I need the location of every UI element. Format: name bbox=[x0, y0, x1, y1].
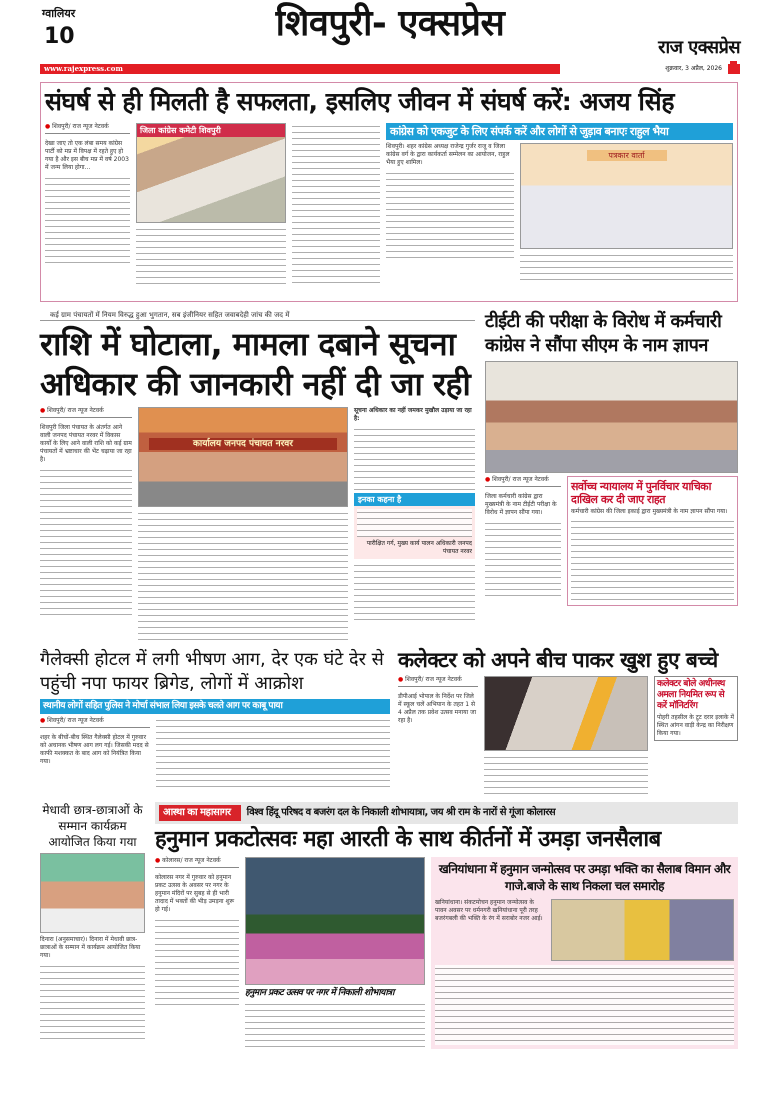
red-bar-end bbox=[730, 61, 737, 74]
subhead: सूचना अधिकार का नहीं जमकर मुखौल उड़ाया जा रहा है: bbox=[354, 407, 472, 422]
city-label: ग्वालियर bbox=[42, 7, 76, 20]
headline: संघर्ष से ही मिलती है सफलता, इसलिए जीवन में संघर्ष करें: अजय सिंह bbox=[45, 87, 674, 116]
box-headline: कलेक्टर बोले अधीनस्थ अमला नियमित रूप से करें मॉनिटरिंग bbox=[657, 679, 725, 711]
article-body-col-2 bbox=[354, 562, 475, 622]
article-body-lines bbox=[155, 917, 239, 1007]
date: शुक्रवार, 3 अप्रैल, 2026 bbox=[560, 64, 728, 74]
article-body bbox=[40, 936, 145, 960]
hanuman-story bbox=[155, 802, 738, 1051]
khaniyadhana-box bbox=[431, 857, 738, 1049]
headline: राशि में घोटाला, मामला दबाने सूचना अधिकार की जानकारी नहीं दी जा रही bbox=[40, 325, 471, 403]
event-photo bbox=[136, 123, 286, 223]
box-headline: सर्वोच्च न्यायालय में पुनर्विचार याचिका दाखिल कर दी जाए राहत bbox=[571, 480, 711, 507]
article-body-lines bbox=[40, 467, 132, 617]
supreme-court-box bbox=[567, 476, 738, 606]
monitoring-box bbox=[654, 676, 738, 740]
story2-body-lines bbox=[386, 170, 514, 260]
section-four bbox=[40, 802, 738, 1059]
article-body-col bbox=[292, 123, 380, 283]
quote-name: पारीक्षित गर्ग, मुख्य कार्य पालन अधिकारी जनपद पंचायत नरवर bbox=[366, 540, 472, 555]
body-text: जिला कर्मचारी कांग्रेस द्वारा मुख्यमंत्री के नाम टीईटी परीक्षा के विरोध में ज्ञापन सौंपा गया। bbox=[485, 493, 557, 516]
headline: गैलेक्सी होटल में लगी भीषण आग, देर एक घंटे देर से पहुंची नपा फायर ब्रिगेड, लोगों में आक्रोश bbox=[40, 649, 384, 694]
website-link[interactable]: www.rajexpress.com bbox=[44, 64, 123, 73]
byline: ● शिवपुरी/ राज न्यूज नेटवर्क bbox=[40, 717, 150, 728]
office-photo bbox=[138, 407, 348, 507]
collector-story bbox=[398, 648, 738, 794]
body-text: डीपीआई भोपाल के निर्देश पर जिले में स्कूल चलें अभियान के तहत 1 से 4 अप्रैल तक प्रवेश उत्सव मनाया जा रहा है। bbox=[398, 693, 477, 725]
article-body-cols bbox=[136, 226, 286, 284]
article-body-cols bbox=[484, 754, 648, 794]
photo-caption: हनुमान प्रकट उत्सव पर नगर में निकाली शोभायात्रा bbox=[245, 987, 394, 998]
students-photo bbox=[40, 853, 145, 933]
article-body bbox=[40, 424, 132, 464]
fire-story bbox=[40, 648, 390, 789]
body-text: शहर के बीचों-बीच स्थित गैलेक्सी होटल में गुरुवार को अचानक भीषण आग लग गई। जिसकी मदद से काफी मशक्कत के बाद आग को नियंत्रित किया गया। bbox=[40, 733, 149, 765]
article-body bbox=[398, 693, 478, 725]
khaniyadhana-photo bbox=[551, 899, 734, 961]
body-text: खनियांधाना। संकटमोचन हनुमान जन्मोत्सव के पावन अवसर पर धर्मनगरी खनियांधाना पूरी तरह बजरंगबली की भक्ति के रंग में सराबोर नजर आई। bbox=[435, 898, 543, 922]
page-number: 10 bbox=[44, 24, 75, 49]
tet-story bbox=[485, 310, 738, 606]
section-two bbox=[40, 310, 738, 640]
box-body bbox=[435, 899, 545, 923]
subhead: स्थानीय लोगों सहित पुलिस ने मोर्चा संभाल लिया इसके चलते आग पर काबू पाया bbox=[40, 699, 390, 714]
article-body bbox=[45, 140, 130, 172]
article-body bbox=[155, 874, 239, 914]
headline: हनुमान प्रकटोत्सवः महा आरती के साथ कीर्तनों में उमड़ा जनसैलाब bbox=[155, 827, 661, 853]
memorandum-photo bbox=[485, 361, 738, 473]
headline: कलेक्टर को अपने बीच पाकर खुश हुए बच्चे bbox=[398, 648, 718, 672]
students-story bbox=[40, 802, 145, 1043]
quote-title: इनका कहना है bbox=[354, 493, 475, 506]
section-three bbox=[40, 648, 738, 794]
article-body-lines bbox=[485, 520, 561, 600]
top-story-box bbox=[40, 82, 738, 302]
office-sign: कार्यालय जनपद पंचायत नरवर bbox=[149, 438, 337, 450]
byline: ● शिवपुरी/ राज न्यूज नेटवर्क bbox=[398, 676, 478, 687]
headline: टीईटी की परीक्षा के विरोध में कर्मचारी कांग्रेस ने सौंपा सीएम के नाम ज्ञापन bbox=[485, 311, 722, 356]
collector-photo bbox=[484, 676, 648, 751]
box-headline: खनियांधाना में हनुमान जन्मोत्सव पर उमड़ा भक्ति का सैलाब विमान और गाजे.बाजे के साथ निकला चल समारोह bbox=[438, 861, 731, 893]
article-body bbox=[485, 493, 561, 517]
article-body-col bbox=[354, 426, 475, 490]
story2-body bbox=[386, 143, 514, 167]
body-text: कोलारस नगर में गुरुवार को हनुमान प्रकट उत्सव के अवसर पर नगर के हनुमान मंदिरों पर सुबह से ही भारी तादाद में भक्तों की भीड़ उमड़ना शुरू हो गई। bbox=[155, 873, 235, 913]
photo-caption: पत्रकार वार्ता bbox=[587, 150, 667, 161]
quote-text bbox=[357, 509, 472, 537]
procession-photo bbox=[245, 857, 425, 985]
brand-name: राज एक्सप्रेस bbox=[658, 37, 740, 58]
body-text: शिवपुरी। शहर कांग्रेस अध्यक्ष राजेन्द्र गुर्जर राजू व जिला कांग्रेस वर्ग के द्वारा कार्यकर्ता सम्मेलन का आयोजन, राहुल भैया हुए शामिल। bbox=[386, 143, 510, 167]
caption-body bbox=[245, 1001, 425, 1051]
article-body-cols bbox=[138, 510, 348, 640]
body-text: दिनारा (अनुसमाचार)। दिनारा में मेधावी छात्र-छात्राओं के सम्मान में कार्यक्रम आयोजित किया गया। bbox=[40, 936, 141, 960]
headline: मेधावी छात्र-छात्राओं के सम्मान कार्यक्रम आयोजित किया गया bbox=[42, 803, 143, 850]
article-body-lines bbox=[45, 175, 130, 265]
article-body bbox=[40, 734, 150, 766]
byline: ● शिवपुरी/ राज न्यूज नेटवर्क bbox=[40, 407, 132, 418]
byline: ● कोलारस/ राज न्यूज नेटवर्क bbox=[155, 857, 239, 868]
kicker: कई ग्राम पंचायतों में नियम विरुद्ध हुआ भुगतान, सब इंजीनियर सहित जवाबदेही जांच की जद में bbox=[40, 310, 475, 321]
box-body: पोहरी तहसील के टूट दरार इलाके में स्थित आंगन वाड़ी केन्द्र का निरीक्षण किया गया। bbox=[657, 713, 734, 737]
page-header bbox=[0, 0, 778, 78]
story2-headline: कांग्रेस को एकजुट के लिए संपर्क करें और लोगों से जुड़ाव बनाएः राहुल भैया bbox=[386, 123, 733, 140]
article-body-cols bbox=[156, 717, 390, 789]
scam-story bbox=[40, 310, 475, 640]
box-body-lines bbox=[571, 518, 734, 602]
quote-box bbox=[354, 493, 475, 559]
banner-text: जिला कांग्रेस कमेटी शिवपुरी bbox=[137, 124, 285, 137]
byline: ● शिवपुरी/ राज न्यूज नेटवर्क bbox=[45, 123, 130, 134]
box-body-lines bbox=[435, 965, 734, 1045]
masthead: शिवपुरी- एक्सप्रेस bbox=[275, 3, 505, 44]
body-text: शिवपुरी जिला पंचायत के अंतर्गत आने वाली जनपद पंचायत नरवर में विकास कार्यों के लिए आने वाली राशि को कई ग्राम पंचायतों में भ्रष्टाचार की भेंट चढ़ाया जा रहा है। bbox=[40, 424, 132, 463]
byline: ● शिवपुरी/ राज न्यूज नेटवर्क bbox=[485, 476, 561, 487]
story2-body-cols bbox=[520, 252, 733, 284]
body-text: देखा जाए तो एक लंबा समय कांग्रेस पार्टी को मप्र में विपक्ष में रहते हुए हो गया है और इस बीच मप्र में वर्ष 2003 में जन्म लिया होगा... bbox=[45, 140, 129, 171]
box-body: कर्मचारी कांग्रेस की जिला इकाई द्वारा मुख्यमंत्री के नाम ज्ञापन सौंपा गया। bbox=[571, 508, 728, 516]
article-body-lines bbox=[40, 963, 145, 1043]
kicker: विश्व हिंदू परिषद व बजरंग दल के निकाली शोभायात्रा, जय श्री राम के नारों से गूंजा कोलारस bbox=[246, 807, 556, 819]
kicker-bar bbox=[155, 802, 738, 824]
section-tag: आस्था का महासागर bbox=[159, 805, 241, 821]
press-conference-photo bbox=[520, 143, 733, 249]
